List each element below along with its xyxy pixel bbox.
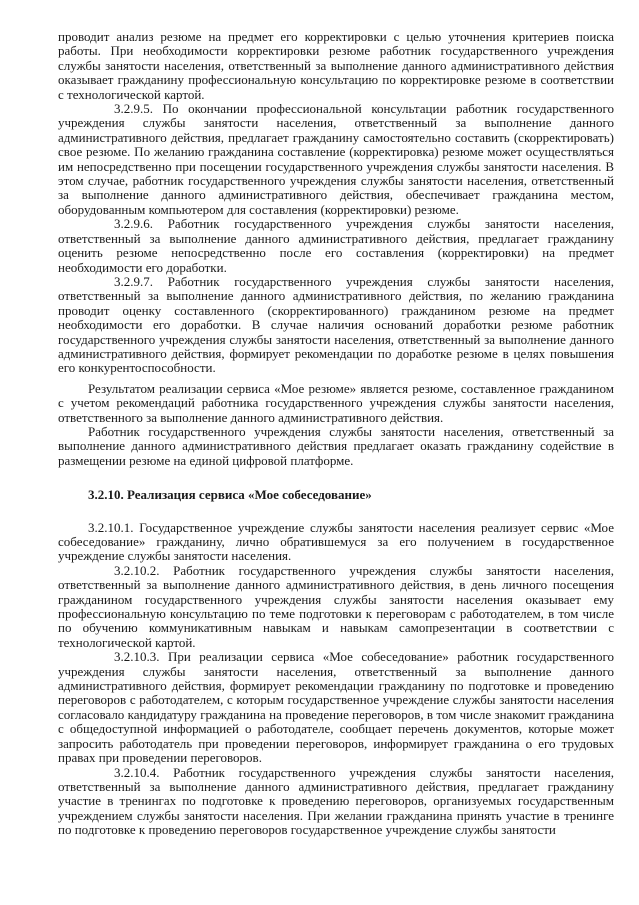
paragraph-platform: Работник государственного учреждения службы занятости населения, ответственный за выполнение данного административного действия предлагает оказать гражданину содействие в размещении резюме на единой цифровой платформе. <box>58 423 614 468</box>
paragraph-3-2-10-4: 3.2.10.4. Работник государственного учреждения службы занятости населения, ответственный за выполнение данного административного действия, предлагает гражданину участие в тренингах по подготовке к проведению переговоров, организуемых государственным учреждением службы занятости населения. При желании гражданина принять участие в тренинге по подготовке к проведению переговоров государственное учреждение службы занятости <box>58 764 614 838</box>
paragraph-3-2-10-1: 3.2.10.1. Государственное учреждение службы занятости населения реализует сервис «Мое собеседование» гражданину, лично обратившемуся за его получением в государственное учреждение службы занятости населения. <box>58 519 614 564</box>
paragraph-3-2-10-2: 3.2.10.2. Работник государственного учреждения службы занятости населения, ответственный за выполнение данного административного действия, в день личного посещения гражданином государственного учреждения службы занятости населения оказывает ему профессиональную консультацию по теме подготовки к переговорам с работодателем, в том числе по обучению коммуникативным навыкам и навыкам самопрезентации в соответствии с технологической картой. <box>58 562 614 650</box>
paragraph-3-2-9-6: 3.2.9.6. Работник государственного учреждения службы занятости населения, ответственный за выполнение данного административного действия, предлагает гражданину оценить резюме непосредственно после его составления (корректировки) на предмет необходимости его доработки. <box>58 216 614 275</box>
paragraph-3-2-9-5: 3.2.9.5. По окончании профессиональной консультации работник государственного учреждения службы занятости населения, ответственный за выполнение данного административного действия, предлагает гражданину самостоятельно составить (скорректировать) свое резюме. По желанию гражданина составление (корректировка) резюме может осуществляться им непосредственно при посещении государственного учреждения службы занятости населения. В этом случае, работник государственного учреждения службы занятости населения, ответственный за выполнение данного административного действия, обеспечивает гражданина местом, оборудованным компьютером для составления (корректировки) резюме. <box>58 101 614 217</box>
paragraph-resume-analysis: проводит анализ резюме на предмет его корректировки с целью уточнения критериев поиска работы. При необходимости корректировки резюме работник государственного учреждения службы занятости населения, ответственный за выполнение данного административного действия оказывает гражданину профессиональную консультацию по корректировке резюме в соответствии с технологической картой. <box>58 29 614 102</box>
paragraph-result: Результатом реализации сервиса «Мое резюме» является резюме, составленное гражданином с учетом рекомендаций работника государственного учреждения службы занятости населения, ответственного за выполнение данного административного действия. <box>58 380 614 425</box>
document-page <box>58 30 614 838</box>
paragraph-3-2-10-3: 3.2.10.3. При реализации сервиса «Мое собеседование» работник государственного учреждения службы занятости населения, ответственный за выполнение данного административного действия, формирует рекомендации гражданину по подготовке и проведению переговоров с работодателем, с которым государственное учреждение службы занятости населения согласовало кандидатуру гражданина на проведение переговоров, в том числе знакомит гражданина с общедоступной информацией о работодателе, сообщает перечень документов, которые может запросить работодатель при проведении переговоров, информирует гражданина о его трудовых правах при проведении переговоров. <box>58 649 614 766</box>
paragraph-3-2-9-7: 3.2.9.7. Работник государственного учреждения службы занятости населения, ответственный за выполнение данного административного действия, по желанию гражданина проводит оценку составленного (скорректированного) гражданином резюме на предмет необходимости его доработки. В случае наличия оснований доработки резюме работник государственного учреждения службы занятости населения, ответственный за выполнение данного административного действия, формирует рекомендации по доработке резюме в целях повышения его конкурентоспособности. <box>58 273 614 376</box>
section-heading-3-2-10: 3.2.10. Реализация сервиса «Мое собеседование» <box>88 487 372 503</box>
